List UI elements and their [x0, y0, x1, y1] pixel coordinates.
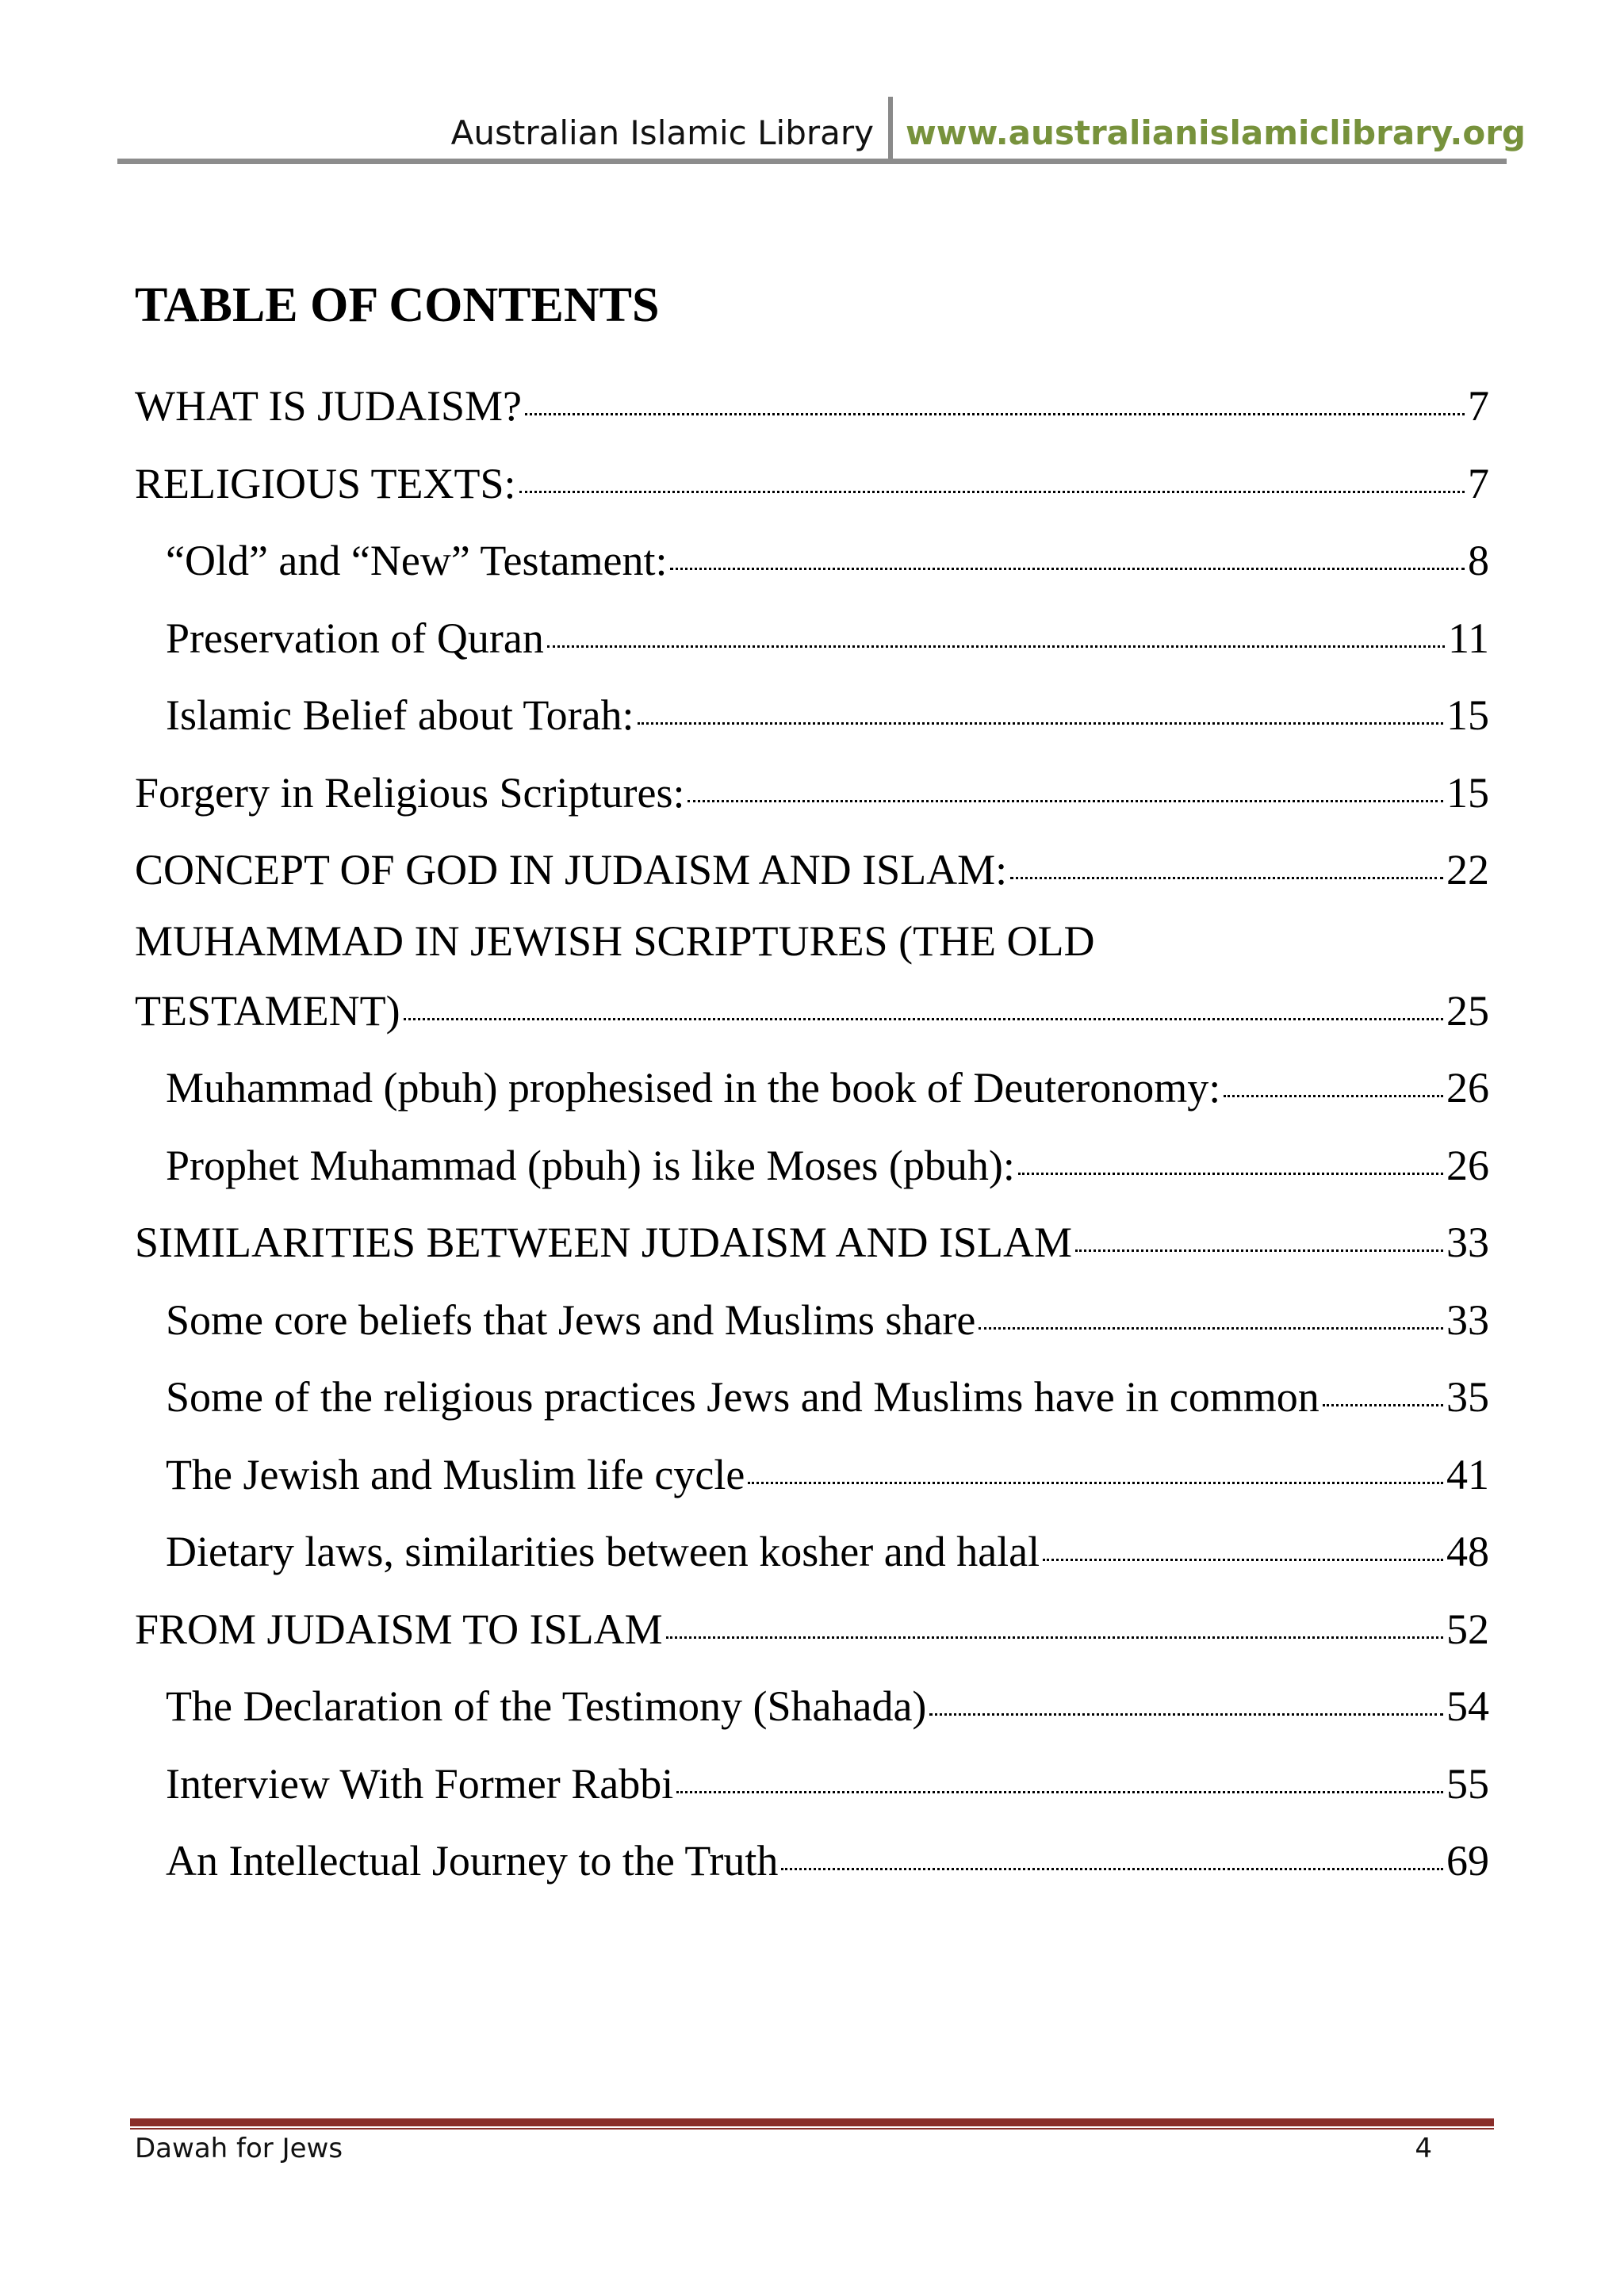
toc-entry[interactable]: [135, 446, 1489, 523]
toc-subentry[interactable]: [135, 600, 1489, 678]
toc-entry-title: WHAT IS JUDAISM?: [135, 382, 523, 430]
toc-subentry[interactable]: [135, 677, 1489, 755]
toc-entry-title: Some of the religious practices Jews and Muslims have in common: [166, 1373, 1320, 1421]
toc-entry-title: Interview With Former Rabbi: [166, 1759, 674, 1808]
toc-entry-page: 41: [1446, 1450, 1489, 1498]
dot-leader: [1010, 876, 1443, 879]
toc-entry-page: 26: [1446, 1064, 1489, 1112]
toc-subentry[interactable]: [135, 1823, 1489, 1900]
toc-entry-title: Preservation of Quran: [166, 614, 544, 662]
header-website-link[interactable]: www.australianislamiclibrary.org: [905, 113, 1526, 152]
toc-entry-title: Forgery in Religious Scriptures:: [135, 768, 685, 817]
toc-subentry[interactable]: [135, 522, 1489, 600]
toc-entry-title: RELIGIOUS TEXTS:: [135, 459, 516, 507]
toc-entry[interactable]: [135, 1204, 1489, 1282]
toc-entry-page: 26: [1446, 1141, 1489, 1189]
toc-entry[interactable]: [135, 1591, 1489, 1669]
toc-entry-page: 7: [1468, 382, 1489, 430]
toc-entry-page: 8: [1468, 537, 1489, 584]
toc-entry-title: Prophet Muhammad (pbuh) is like Moses (pbuh):: [166, 1141, 1015, 1189]
toc-entry-title: The Declaration of the Testimony (Shahada): [166, 1682, 927, 1730]
toc-entry-title: The Jewish and Muslim life cycle: [166, 1450, 745, 1498]
toc-entry[interactable]: [135, 832, 1489, 909]
toc-entry-page: 11: [1448, 614, 1489, 662]
footer-divider: [130, 2118, 1494, 2126]
toc-entry-page: 33: [1446, 1295, 1489, 1344]
dot-leader: [781, 1867, 1443, 1870]
dot-leader: [519, 490, 1465, 493]
toc-entry-page: 22: [1446, 846, 1489, 894]
dot-leader: [666, 1636, 1443, 1639]
dot-leader: [1323, 1403, 1443, 1406]
footer-page-number: 4: [1415, 2133, 1432, 2164]
toc-subentry[interactable]: [135, 1127, 1489, 1205]
toc-entry[interactable]: [135, 368, 1489, 446]
toc-entry-title: FROM JUDAISM TO ISLAM: [135, 1605, 663, 1653]
dot-leader: [748, 1481, 1443, 1484]
toc-entry-page: 15: [1446, 768, 1489, 817]
dot-leader: [979, 1326, 1443, 1330]
toc-entry-title: “Old” and “New” Testament:: [166, 537, 668, 584]
dot-leader: [929, 1712, 1443, 1716]
header-divider: [117, 159, 1507, 164]
toc-subentry[interactable]: [135, 1668, 1489, 1746]
dot-leader: [1224, 1094, 1443, 1097]
dot-leader: [638, 721, 1443, 725]
toc-title: TABLE OF CONTENTS: [135, 278, 660, 332]
toc-entry-page: 33: [1446, 1219, 1489, 1266]
toc-subentry[interactable]: [135, 1437, 1489, 1514]
dot-leader: [1043, 1558, 1443, 1561]
header-library-name: Australian Islamic Library: [450, 113, 874, 152]
table-of-contents: [135, 270, 1489, 1900]
toc-entry-title: Dietary laws, similarities between kosher and halal: [166, 1528, 1040, 1575]
toc-entry-title: Some core beliefs that Jews and Muslims share: [166, 1295, 976, 1344]
toc-entry[interactable]: [135, 755, 1489, 832]
toc-entry-page: 55: [1446, 1759, 1489, 1808]
toc-entry-page: 48: [1446, 1528, 1489, 1575]
toc-subentry[interactable]: [135, 1513, 1489, 1591]
dot-leader: [676, 1790, 1443, 1793]
dot-leader: [525, 412, 1465, 415]
toc-subentry[interactable]: [135, 1282, 1489, 1360]
toc-entry-page: 54: [1446, 1682, 1489, 1730]
page-header: [451, 101, 1526, 163]
toc-entry-page: 25: [1446, 986, 1489, 1035]
toc-entry-title-line2: TESTAMENT): [135, 986, 400, 1035]
toc-entry-page: 15: [1446, 691, 1489, 739]
toc-entry-title-line1: MUHAMMAD IN JEWISH SCRIPTURES (THE OLD: [135, 916, 1095, 965]
footer-divider-thin: [130, 2128, 1494, 2130]
dot-leader: [670, 567, 1465, 570]
toc-subentry[interactable]: [135, 1050, 1489, 1127]
toc-entry-title: CONCEPT OF GOD IN JUDAISM AND ISLAM:: [135, 846, 1008, 894]
toc-entry-title: An Intellectual Journey to the Truth: [166, 1837, 779, 1885]
dot-leader: [1075, 1249, 1443, 1252]
footer-book-title: Dawah for Jews: [135, 2133, 343, 2164]
dot-leader: [404, 1017, 1443, 1020]
toc-entry-title: Muhammad (pbuh) prophesised in the book of Deuteronomy:: [166, 1064, 1221, 1112]
toc-entry-title: SIMILARITIES BETWEEN JUDAISM AND ISLAM: [135, 1219, 1072, 1266]
toc-entry-page: 69: [1446, 1837, 1489, 1885]
toc-entry[interactable]: [135, 909, 1489, 1050]
dot-leader: [547, 645, 1445, 648]
toc-entry-title: Islamic Belief about Torah:: [166, 691, 634, 739]
toc-entry-page: 52: [1446, 1605, 1489, 1653]
dot-leader: [1018, 1172, 1443, 1175]
dot-leader: [688, 799, 1443, 802]
toc-subentry[interactable]: [135, 1359, 1489, 1437]
toc-subentry[interactable]: [135, 1746, 1489, 1823]
toc-entry-page: 35: [1446, 1373, 1489, 1421]
toc-entry-page: 7: [1468, 459, 1489, 507]
